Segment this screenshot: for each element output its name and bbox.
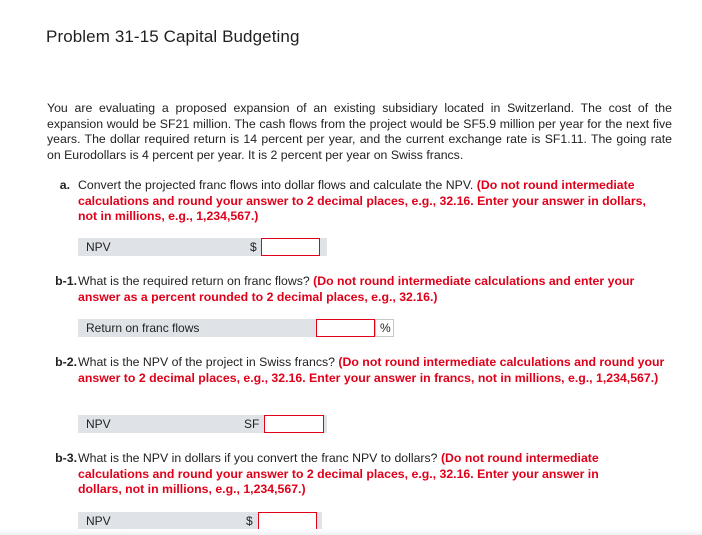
question-a-text: Convert the projected franc flows into dollar flows and calculate the NPV. [78, 178, 474, 192]
question-b3 [47, 451, 672, 499]
problem-statement: You are evaluating a proposed expansion of an existing subsidiary located in Switzerland. The cost of the expansion would be SF21 million. The cash flows from the project would be SF5.9 million per year for the next five years. The dollar required return is 14 percent per year, and the current exchange rate is SF1.11. The going rate on Eurodollars is 4 percent per year. It is 2 percent per year on Swiss francs. [47, 101, 672, 162]
question-b2 [47, 355, 672, 403]
question-b3-text: What is the NPV in dollars if you convert the franc NPV to dollars? [78, 451, 438, 465]
question-b2-text: What is the NPV of the project in Swiss francs? [78, 355, 335, 369]
question-a-instruction: (Do not round intermediate calculations and round your answer to 2 decimal places, e.g., 32.16. Enter your answer in dollars, not in millions, e.g., 1,234,567.) [78, 178, 646, 223]
npv-dollars-input-b3[interactable] [258, 512, 317, 530]
answer-b1-label: Return on franc flows [86, 321, 200, 335]
npv-dollars-input-a[interactable] [261, 238, 320, 256]
question-b1-text: What is the required return on franc flows? [78, 274, 310, 288]
question-b1-instruction: (Do not round intermediate calculations and enter your answer as a percent rounded to 2 decimal places, e.g., 32.16.) [78, 274, 635, 304]
page-title: Problem 31-15 Capital Budgeting [46, 27, 300, 46]
answer-b1-unit: % [380, 321, 391, 335]
question-a-label: a. [59, 178, 70, 192]
answer-b3-unit: $ [246, 514, 253, 528]
question-a [47, 178, 672, 226]
npv-francs-input[interactable] [264, 415, 324, 433]
return-on-franc-flows-input[interactable] [316, 319, 375, 337]
answer-row-b3 [78, 512, 322, 530]
question-b1-label: b-1. [55, 274, 77, 288]
answer-b2-label: NPV [86, 417, 111, 431]
question-b1 [47, 274, 672, 306]
question-b2-label: b-2. [55, 355, 77, 369]
question-b2-instruction: (Do not round intermediate calculations and round your answer to 2 decimal places, e.g., 32.16. Enter your answer in francs, not in millions, e.g., 1,234,567.) [78, 355, 665, 385]
answer-b3-label: NPV [86, 514, 111, 528]
question-b3-instruction: (Do not round intermediate calculations and round your answer to 2 decimal places, e.g., 32.16. Enter your answer in dollars, not in millions, e.g., 1,234,567.) [78, 451, 599, 496]
answer-b2-unit: SF [244, 417, 260, 431]
question-b3-label: b-3. [55, 451, 77, 465]
answer-row-a [78, 238, 327, 256]
answer-a-unit: $ [250, 240, 257, 254]
answer-a-label: NPV [86, 240, 111, 254]
bottom-fade [0, 529, 702, 535]
answer-row-b2 [78, 415, 327, 433]
answer-row-b1 [78, 319, 394, 337]
